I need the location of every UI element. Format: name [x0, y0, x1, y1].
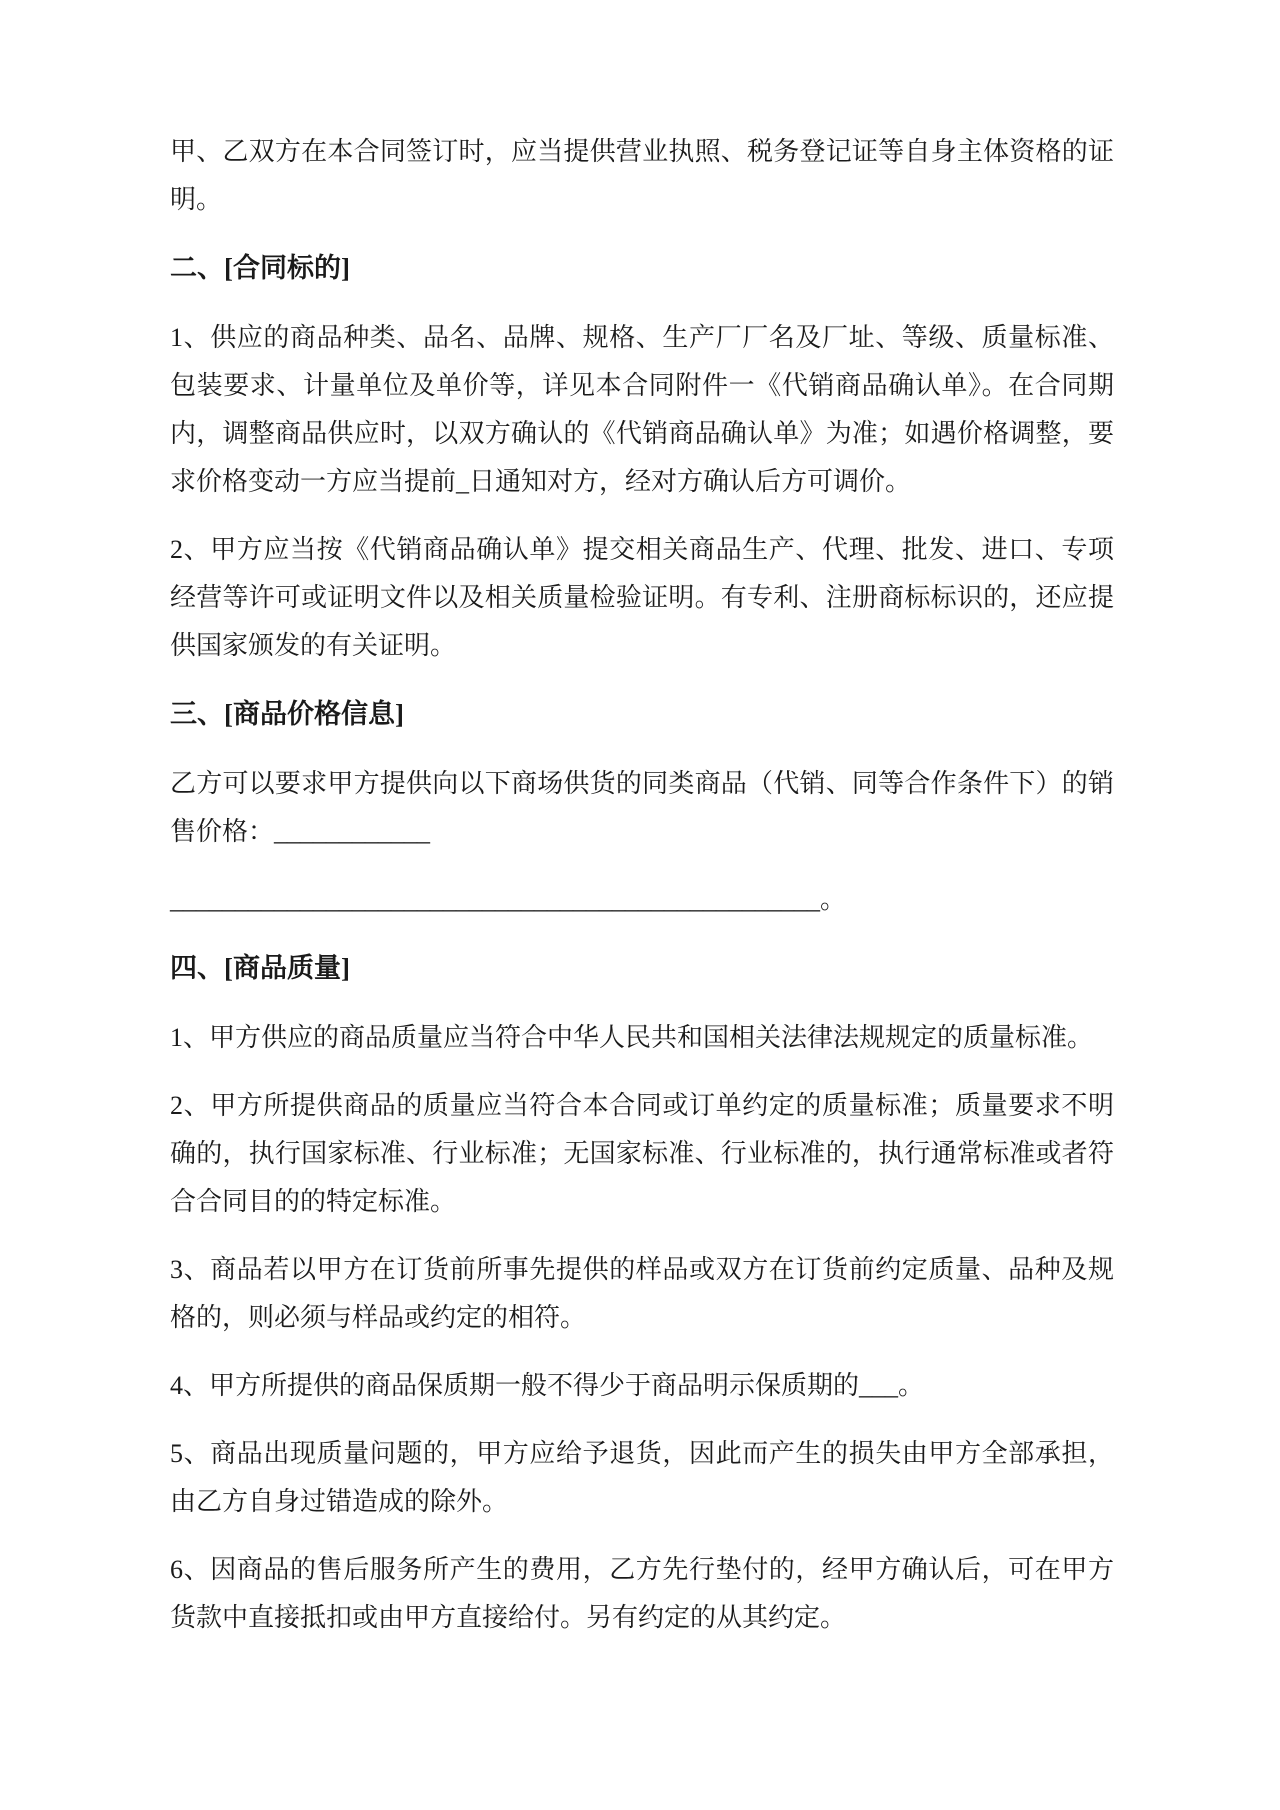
section-heading-product-quality: 四、[商品质量] — [170, 953, 350, 983]
paragraph-quality-item-6: 6、因商品的售后服务所产生的费用，乙方先行垫付的，经甲方确认后，可在甲方货款中直接抵扣或由甲方直接给付。另有约定的从其约定。 — [170, 1555, 1114, 1632]
fill-in-blank-line: __________________________________________________。 — [170, 885, 846, 914]
paragraph-price-info: 乙方可以要求甲方提供向以下商场供货的同类商品（代销、同等合作条件下）的销售价格：____________ — [170, 769, 1114, 846]
section-heading-price-info: 三、[商品价格信息] — [170, 699, 404, 729]
paragraph-quality-item-2: 2、甲方所提供商品的质量应当符合本合同或订单约定的质量标准；质量要求不明确的，执行国家标准、行业标准；无国家标准、行业标准的，执行通常标准或者符合合同目的的特定标准。 — [170, 1091, 1114, 1216]
paragraph-subject-item-2: 2、甲方应当按《代销商品确认单》提交相关商品生产、代理、批发、进口、专项经营等许可或证明文件以及相关质量检验证明。有专利、注册商标标识的，还应提供国家颁发的有关证明。 — [170, 535, 1114, 660]
intro-paragraph: 甲、乙双方在本合同签订时，应当提供营业执照、税务登记证等自身主体资格的证明。 — [170, 137, 1114, 214]
paragraph-quality-item-4: 4、甲方所提供的商品保质期一般不得少于商品明示保质期的___。 — [170, 1371, 925, 1400]
section-heading-contract-subject: 二、[合同标的] — [170, 253, 350, 283]
paragraph-quality-item-5: 5、商品出现质量问题的，甲方应给予退货，因此而产生的损失由甲方全部承担，由乙方自身过错造成的除外。 — [170, 1439, 1114, 1516]
paragraph-quality-item-3: 3、商品若以甲方在订货前所事先提供的样品或双方在订货前约定质量、品种及规格的，则必须与样品或约定的相符。 — [170, 1255, 1114, 1332]
document-body — [170, 128, 1114, 1662]
paragraph-quality-item-1: 1、甲方供应的商品质量应当符合中华人民共和国相关法律法规规定的质量标准。 — [170, 1023, 1094, 1052]
paragraph-subject-item-1: 1、供应的商品种类、品名、品牌、规格、生产厂厂名及厂址、等级、质量标准、包装要求、计量单位及单价等，详见本合同附件一《代销商品确认单》。在合同期内，调整商品供应时，以双方确认的《代销商品确认单》为准；如遇价格调整，要求价格变动一方应当提前_日通知对方，经对方确认后方可调价。 — [170, 323, 1114, 496]
